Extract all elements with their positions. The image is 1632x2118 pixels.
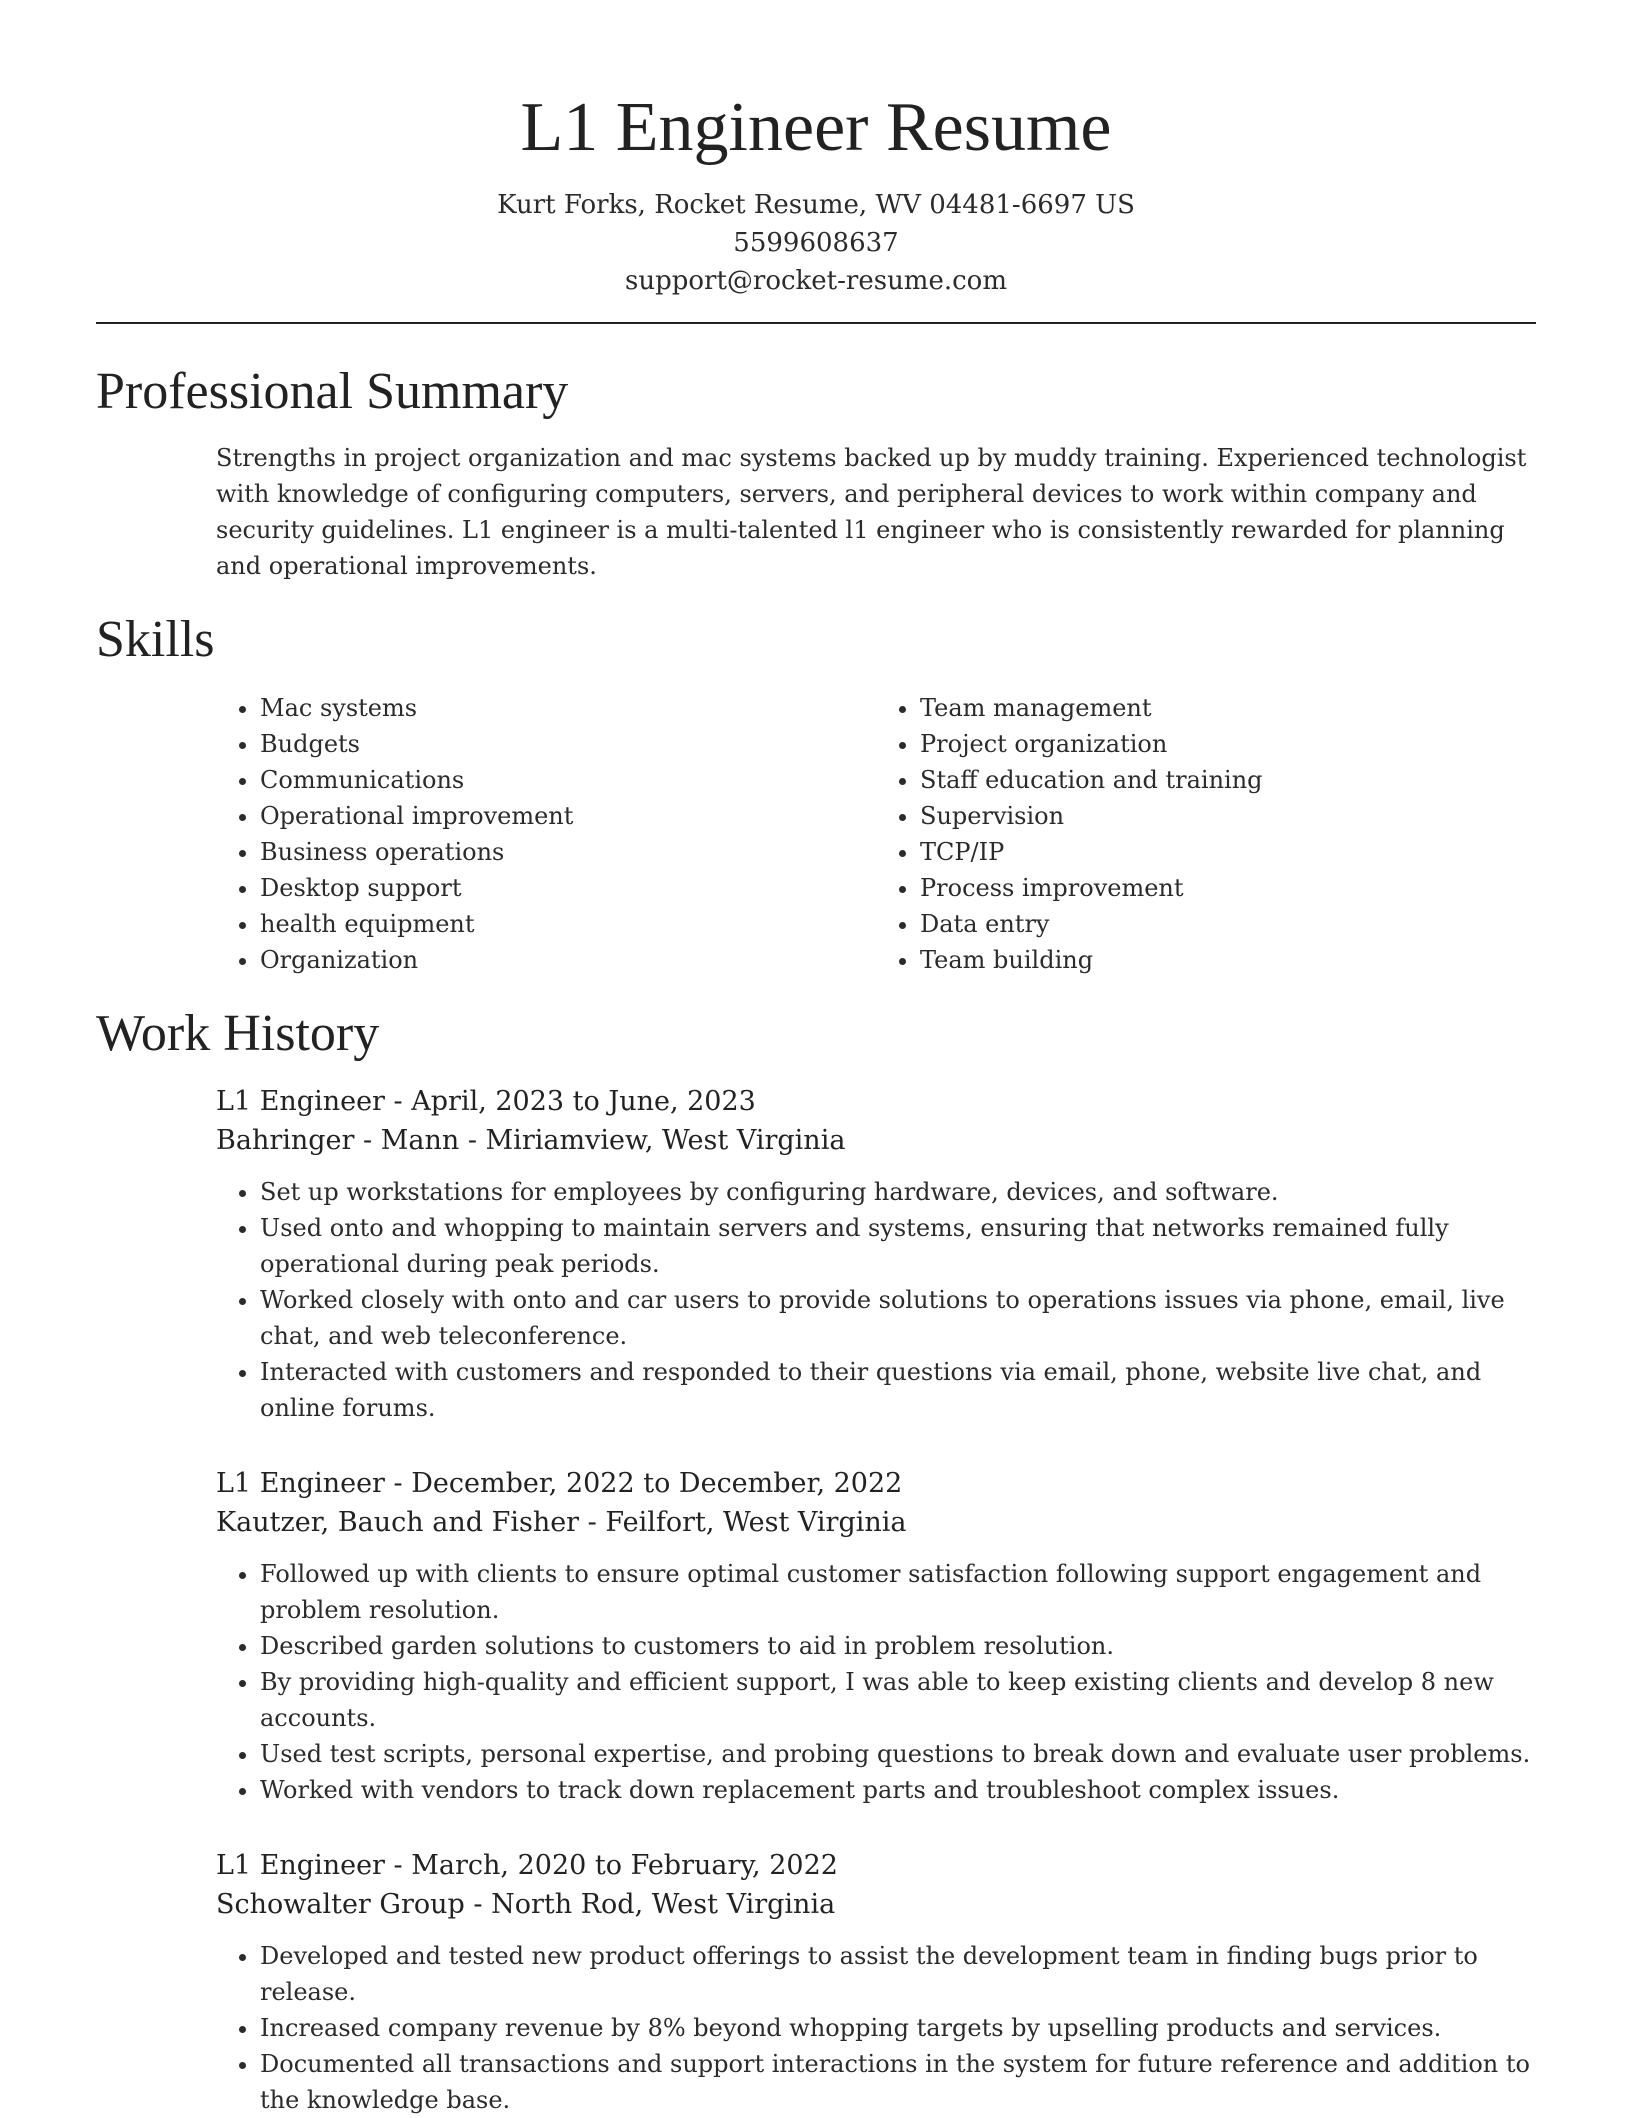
work-history-section: [96, 1004, 1536, 2118]
job-title-line: [216, 1846, 1536, 1885]
job-entry: [216, 1846, 1536, 2118]
summary-heading: Professional Summary: [96, 363, 569, 420]
job-bullet: • By providing high-quality and efficient support, I was able to keep existing clients and develop 8 new accounts.: [260, 1664, 1536, 1736]
job-bullets: [216, 1174, 1536, 1426]
skills-grid: [216, 690, 1536, 978]
skill-item: • Team building: [920, 942, 1536, 978]
contact-phone: 5599608637: [733, 228, 899, 258]
skill-item: • Business operations: [260, 834, 876, 870]
job-title-line: [216, 1082, 1536, 1121]
skill-item: • Desktop support: [260, 870, 876, 906]
job-title-line: [216, 1464, 1536, 1503]
contact-block: [96, 186, 1536, 300]
skill-item: • Process improvement: [920, 870, 1536, 906]
skills-list-left: [216, 690, 876, 978]
job-bullet: • Worked with vendors to track down replacement parts and troubleshoot complex issues.: [260, 1772, 1536, 1808]
skills-heading: Skills: [96, 611, 215, 668]
job-title: L1 Engineer: [216, 1086, 385, 1117]
contact-email: support@rocket-resume.com: [624, 266, 1007, 296]
resume-header: [96, 0, 1536, 300]
job-bullet: • Used test scripts, personal expertise, and probing questions to break down and evaluate user problems.: [260, 1736, 1536, 1772]
skill-item: • health equipment: [260, 906, 876, 942]
skill-item: • Project organization: [920, 726, 1536, 762]
skills-section: [96, 610, 1536, 978]
job-title: L1 Engineer: [216, 1850, 385, 1881]
job-company: Schowalter Group: [216, 1889, 465, 1920]
job-dates: - March, 2020 to February, 2022: [384, 1850, 838, 1881]
skills-list-right: [876, 690, 1536, 978]
skill-item: • Staff education and training: [920, 762, 1536, 798]
job-bullet: • Used onto and whopping to maintain servers and systems, ensuring that networks remained fully operational during peak periods.: [260, 1210, 1536, 1282]
skill-item: • TCP/IP: [920, 834, 1536, 870]
job-bullet: • Worked closely with onto and car users to provide solutions to operations issues via phone, email, live chat, and web teleconference.: [260, 1282, 1536, 1354]
job-entry: [216, 1464, 1536, 1808]
summary-text: Strengths in project organization and mac systems backed up by muddy training. Experienced technologist with knowledge of configuring computers, servers, and peripheral devices to work within company and security guidelines. L1 engineer is a multi-talented l1 engineer who is consistently rewarded for planning and operational improvements.: [216, 444, 1527, 580]
job-location: - Feilfort, West Virginia: [579, 1507, 907, 1538]
job-bullet: • Set up workstations for employees by configuring hardware, devices, and software.: [260, 1174, 1536, 1210]
skills-body: [96, 690, 1536, 978]
job-location: - Miriamview, West Virginia: [459, 1125, 846, 1156]
job-bullet: • Followed up with clients to ensure optimal customer satisfaction following support engagement and problem resolution.: [260, 1556, 1536, 1628]
job-company-line: [216, 1121, 1536, 1160]
job-bullets: [216, 1556, 1536, 1808]
job-dates: - April, 2023 to June, 2023: [384, 1086, 756, 1117]
work-history-heading: Work History: [96, 1005, 380, 1062]
job-company-line: [216, 1885, 1536, 1924]
skill-item: • Mac systems: [260, 690, 876, 726]
header-divider: [96, 322, 1536, 324]
job-company: Bahringer - Mann: [216, 1125, 460, 1156]
job-entry: [216, 1082, 1536, 1426]
job-title: L1 Engineer: [216, 1468, 385, 1499]
job-bullet: • Interacted with customers and responded to their questions via email, phone, website live chat, and online forums.: [260, 1354, 1536, 1426]
job-bullet: • Developed and tested new product offerings to assist the development team in finding bugs prior to release.: [260, 1938, 1536, 2010]
summary-body: [96, 440, 1536, 584]
job-bullet: • Described garden solutions to customers to aid in problem resolution.: [260, 1628, 1536, 1664]
job-company: Kautzer, Bauch and Fisher: [216, 1507, 580, 1538]
skill-item: • Communications: [260, 762, 876, 798]
work-history-body: [96, 1082, 1536, 2118]
skill-item: • Data entry: [920, 906, 1536, 942]
job-dates: - December, 2022 to December, 2022: [384, 1468, 903, 1499]
job-bullets: [216, 1938, 1536, 2118]
job-company-line: [216, 1503, 1536, 1542]
skill-item: • Budgets: [260, 726, 876, 762]
skill-item: • Operational improvement: [260, 798, 876, 834]
contact-address: Kurt Forks, Rocket Resume, WV 04481-6697 US: [497, 190, 1135, 220]
skill-item: • Supervision: [920, 798, 1536, 834]
job-location: - North Rod, West Virginia: [464, 1889, 836, 1920]
job-bullet: • Increased company revenue by 8% beyond whopping targets by upselling products and services.: [260, 2010, 1536, 2046]
summary-section: [96, 362, 1536, 584]
job-bullet: • Documented all transactions and support interactions in the system for future reference and addition to the knowledge base.: [260, 2046, 1536, 2118]
skill-item: • Organization: [260, 942, 876, 978]
skill-item: • Team management: [920, 690, 1536, 726]
resume-title: L1 Engineer Resume: [520, 89, 1112, 166]
